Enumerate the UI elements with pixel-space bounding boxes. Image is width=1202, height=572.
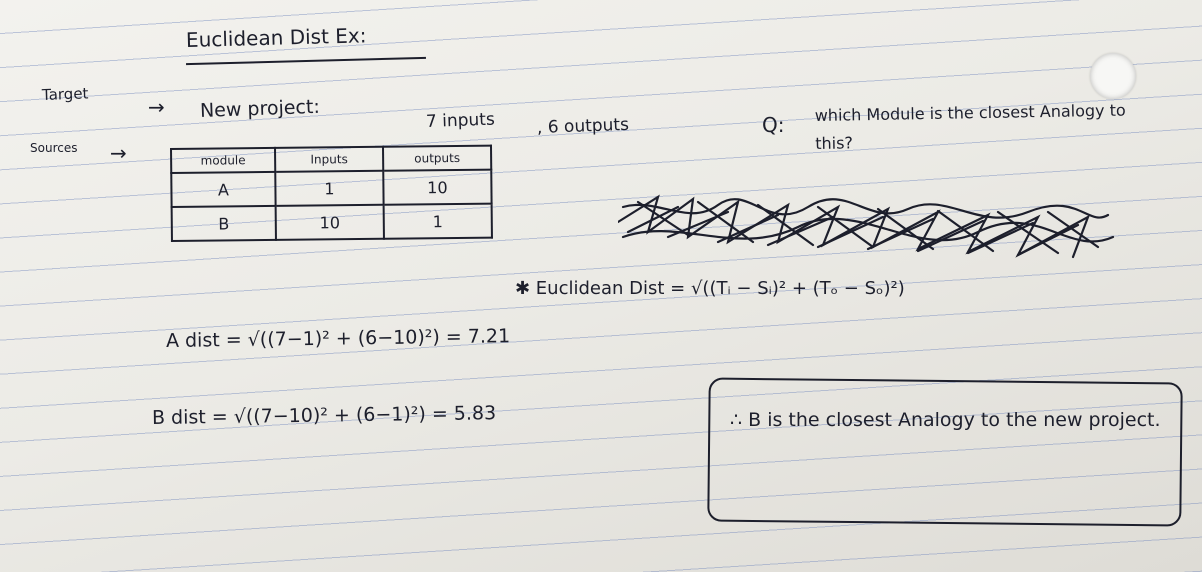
table-header-row bbox=[171, 146, 491, 173]
b-distance-calculation: B dist = √((7−10)² + (6−1)²) = 5.83 bbox=[151, 402, 497, 429]
question-label: Q: bbox=[762, 113, 785, 137]
table-cell: 10 bbox=[383, 170, 491, 205]
arrow-icon: → bbox=[110, 141, 127, 165]
project-outputs: , 6 outputs bbox=[536, 114, 630, 138]
table-header: outputs bbox=[383, 146, 491, 171]
euclidean-formula: ✱ Euclidean Dist = √((Tᵢ − Sᵢ)² + (Tₒ − Sₒ)²) bbox=[515, 278, 905, 299]
title-underline bbox=[186, 57, 426, 65]
binder-hole bbox=[1090, 53, 1136, 99]
table-row bbox=[172, 204, 492, 241]
table-header: module bbox=[171, 148, 275, 173]
table-cell: 1 bbox=[384, 204, 492, 239]
table-cell: B bbox=[172, 206, 276, 241]
arrow-icon: → bbox=[148, 95, 165, 119]
page-title: Euclidean Dist Ex: bbox=[185, 23, 367, 52]
table-row bbox=[171, 170, 491, 207]
project-inputs: 7 inputs bbox=[425, 109, 496, 132]
new-project-label: New project: bbox=[199, 95, 321, 122]
conclusion-text: ∴ B is the closest Analogy to the new project. bbox=[730, 409, 1161, 431]
question-text: which Module is the closest Analogy to this? bbox=[814, 100, 1126, 153]
table-cell: 10 bbox=[276, 205, 384, 240]
table-header: Inputs bbox=[275, 147, 383, 172]
table-cell: 1 bbox=[275, 171, 383, 206]
sources-table bbox=[170, 145, 493, 242]
a-distance-calculation: A dist = √((7−1)² + (6−10)²) = 7.21 bbox=[165, 325, 511, 352]
sources-label: Sources bbox=[30, 141, 78, 155]
crossed-out-scribble bbox=[618, 187, 1118, 277]
table-cell: A bbox=[171, 172, 275, 207]
target-label: Target bbox=[41, 84, 89, 104]
